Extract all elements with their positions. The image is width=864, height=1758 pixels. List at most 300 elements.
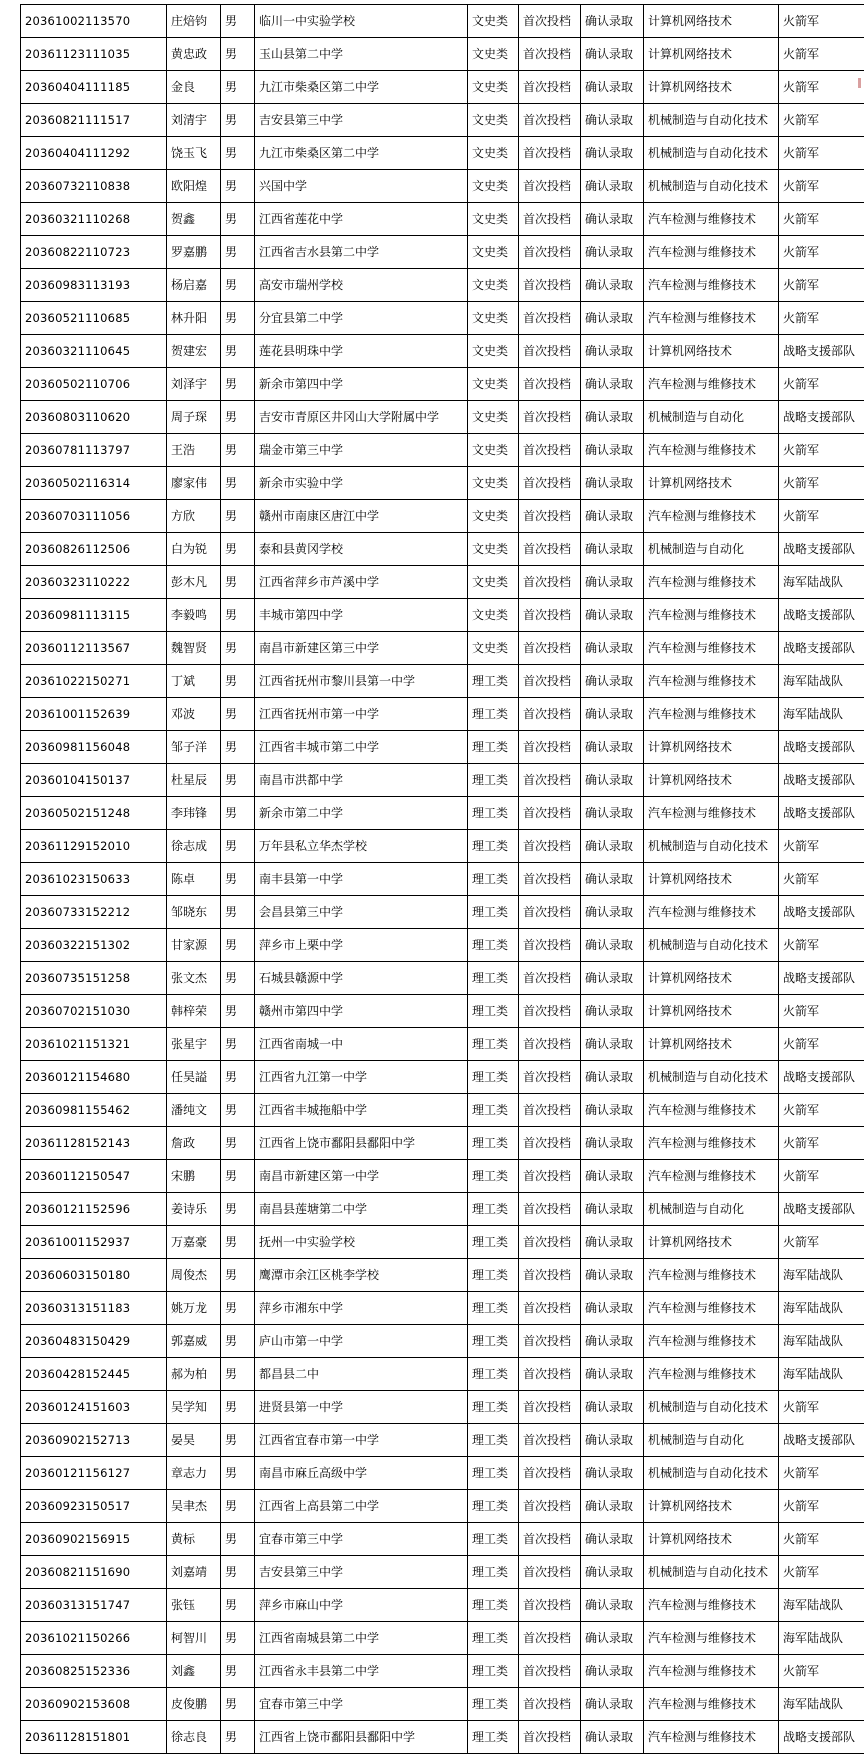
- school-cell: 江西省上高县第二中学: [255, 1490, 468, 1523]
- major-cell: 机械制造与自动化技术: [644, 170, 779, 203]
- category-cell: 理工类: [468, 1688, 519, 1721]
- status-cell: 确认录取: [581, 863, 644, 896]
- batch-cell: 首次投档: [519, 434, 581, 467]
- category-cell: 文史类: [468, 236, 519, 269]
- gender-cell: 男: [221, 269, 255, 302]
- branch-cell: 战略支援部队: [779, 896, 864, 929]
- table-row: [21, 1160, 864, 1193]
- status-cell: 确认录取: [581, 1655, 644, 1688]
- batch-cell: 首次投档: [519, 269, 581, 302]
- school-cell: 江西省永丰县第二中学: [255, 1655, 468, 1688]
- gender-cell: 男: [221, 1589, 255, 1622]
- table-row: [21, 368, 864, 401]
- category-cell: 理工类: [468, 797, 519, 830]
- status-cell: 确认录取: [581, 566, 644, 599]
- batch-cell: 首次投档: [519, 170, 581, 203]
- branch-cell: 战略支援部队: [779, 533, 864, 566]
- category-cell: 理工类: [468, 1061, 519, 1094]
- gender-cell: 男: [221, 632, 255, 665]
- gender-cell: 男: [221, 1061, 255, 1094]
- school-cell: 泰和县黄冈学校: [255, 533, 468, 566]
- batch-cell: 首次投档: [519, 368, 581, 401]
- status-cell: 确认录取: [581, 71, 644, 104]
- name-cell: 罗嘉鹏: [167, 236, 221, 269]
- gender-cell: 男: [221, 1523, 255, 1556]
- batch-cell: 首次投档: [519, 1325, 581, 1358]
- candidate-id-cell: 20360981156048: [21, 731, 167, 764]
- candidate-id-cell: 20360121156127: [21, 1457, 167, 1490]
- branch-cell: 火箭军: [779, 1523, 864, 1556]
- table-row: [21, 1061, 864, 1094]
- category-cell: 理工类: [468, 1622, 519, 1655]
- status-cell: 确认录取: [581, 236, 644, 269]
- status-cell: 确认录取: [581, 1622, 644, 1655]
- batch-cell: 首次投档: [519, 1688, 581, 1721]
- school-cell: 赣州市第四中学: [255, 995, 468, 1028]
- batch-cell: 首次投档: [519, 665, 581, 698]
- branch-cell: 火箭军: [779, 830, 864, 863]
- gender-cell: 男: [221, 38, 255, 71]
- table-row: [21, 1226, 864, 1259]
- candidate-id-cell: 20360112150547: [21, 1160, 167, 1193]
- category-cell: 文史类: [468, 170, 519, 203]
- batch-cell: 首次投档: [519, 1523, 581, 1556]
- gender-cell: 男: [221, 1391, 255, 1424]
- name-cell: 张文杰: [167, 962, 221, 995]
- table-row: [21, 632, 864, 665]
- candidate-id-cell: 20360822110723: [21, 236, 167, 269]
- major-cell: 汽车检测与维修技术: [644, 1160, 779, 1193]
- status-cell: 确认录取: [581, 797, 644, 830]
- gender-cell: 男: [221, 1028, 255, 1061]
- status-cell: 确认录取: [581, 38, 644, 71]
- table-row: [21, 203, 864, 236]
- branch-cell: 火箭军: [779, 38, 864, 71]
- major-cell: 汽车检测与维修技术: [644, 500, 779, 533]
- table-row: [21, 1193, 864, 1226]
- name-cell: 韩梓荣: [167, 995, 221, 1028]
- batch-cell: 首次投档: [519, 1391, 581, 1424]
- status-cell: 确认录取: [581, 1688, 644, 1721]
- name-cell: 柯智川: [167, 1622, 221, 1655]
- batch-cell: 首次投档: [519, 1193, 581, 1226]
- table-row: [21, 38, 864, 71]
- gender-cell: 男: [221, 203, 255, 236]
- gender-cell: 男: [221, 797, 255, 830]
- gender-cell: 男: [221, 170, 255, 203]
- branch-cell: 海军陆战队: [779, 1292, 864, 1325]
- table-row: [21, 1523, 864, 1556]
- school-cell: 江西省丰城拖船中学: [255, 1094, 468, 1127]
- major-cell: 汽车检测与维修技术: [644, 896, 779, 929]
- major-cell: 汽车检测与维修技术: [644, 665, 779, 698]
- batch-cell: 首次投档: [519, 929, 581, 962]
- name-cell: 廖家伟: [167, 467, 221, 500]
- branch-cell: 海军陆战队: [779, 1259, 864, 1292]
- candidate-id-cell: 20361023150633: [21, 863, 167, 896]
- category-cell: 理工类: [468, 1292, 519, 1325]
- major-cell: 汽车检测与维修技术: [644, 632, 779, 665]
- school-cell: 会昌县第三中学: [255, 896, 468, 929]
- name-cell: 郭嘉威: [167, 1325, 221, 1358]
- major-cell: 汽车检测与维修技术: [644, 1622, 779, 1655]
- school-cell: 宜春市第三中学: [255, 1523, 468, 1556]
- status-cell: 确认录取: [581, 698, 644, 731]
- candidate-id-cell: 20360483150429: [21, 1325, 167, 1358]
- candidate-id-cell: 20360124151603: [21, 1391, 167, 1424]
- gender-cell: 男: [221, 1655, 255, 1688]
- branch-cell: 火箭军: [779, 137, 864, 170]
- name-cell: 刘泽宇: [167, 368, 221, 401]
- category-cell: 文史类: [468, 335, 519, 368]
- school-cell: 进贤县第一中学: [255, 1391, 468, 1424]
- status-cell: 确认录取: [581, 764, 644, 797]
- branch-cell: 火箭军: [779, 929, 864, 962]
- name-cell: 晏昊: [167, 1424, 221, 1457]
- branch-cell: 火箭军: [779, 1127, 864, 1160]
- category-cell: 文史类: [468, 5, 519, 38]
- branch-cell: 火箭军: [779, 1457, 864, 1490]
- category-cell: 文史类: [468, 104, 519, 137]
- category-cell: 文史类: [468, 434, 519, 467]
- category-cell: 文史类: [468, 38, 519, 71]
- candidate-id-cell: 20361129152010: [21, 830, 167, 863]
- status-cell: 确认录取: [581, 1028, 644, 1061]
- school-cell: 都昌县二中: [255, 1358, 468, 1391]
- status-cell: 确认录取: [581, 500, 644, 533]
- gender-cell: 男: [221, 434, 255, 467]
- major-cell: 汽车检测与维修技术: [644, 236, 779, 269]
- candidate-id-cell: 20360702151030: [21, 995, 167, 1028]
- major-cell: 汽车检测与维修技术: [644, 1589, 779, 1622]
- major-cell: 机械制造与自动化技术: [644, 137, 779, 170]
- table-row: [21, 1292, 864, 1325]
- status-cell: 确认录取: [581, 599, 644, 632]
- batch-cell: 首次投档: [519, 1358, 581, 1391]
- branch-cell: 海军陆战队: [779, 698, 864, 731]
- name-cell: 欧阳煌: [167, 170, 221, 203]
- candidate-id-cell: 20360121152596: [21, 1193, 167, 1226]
- branch-cell: 海军陆战队: [779, 1688, 864, 1721]
- branch-cell: 火箭军: [779, 170, 864, 203]
- status-cell: 确认录取: [581, 1391, 644, 1424]
- name-cell: 黄标: [167, 1523, 221, 1556]
- name-cell: 郝为柏: [167, 1358, 221, 1391]
- school-cell: 南昌市新建区第一中学: [255, 1160, 468, 1193]
- major-cell: 汽车检测与维修技术: [644, 698, 779, 731]
- gender-cell: 男: [221, 1094, 255, 1127]
- school-cell: 江西省吉水县第二中学: [255, 236, 468, 269]
- branch-cell: 海军陆战队: [779, 1622, 864, 1655]
- name-cell: 邓波: [167, 698, 221, 731]
- category-cell: 理工类: [468, 1490, 519, 1523]
- major-cell: 机械制造与自动化: [644, 401, 779, 434]
- candidate-id-cell: 20360323110222: [21, 566, 167, 599]
- category-cell: 理工类: [468, 1028, 519, 1061]
- name-cell: 李玮锋: [167, 797, 221, 830]
- school-cell: 江西省抚州市第一中学: [255, 698, 468, 731]
- category-cell: 理工类: [468, 995, 519, 1028]
- branch-cell: 火箭军: [779, 1094, 864, 1127]
- status-cell: 确认录取: [581, 632, 644, 665]
- table-row: [21, 1094, 864, 1127]
- major-cell: 汽车检测与维修技术: [644, 434, 779, 467]
- major-cell: 汽车检测与维修技术: [644, 1688, 779, 1721]
- batch-cell: 首次投档: [519, 1094, 581, 1127]
- gender-cell: 男: [221, 665, 255, 698]
- gender-cell: 男: [221, 896, 255, 929]
- table-row: [21, 764, 864, 797]
- major-cell: 汽车检测与维修技术: [644, 1358, 779, 1391]
- batch-cell: 首次投档: [519, 1721, 581, 1754]
- candidate-id-cell: 20361002113570: [21, 5, 167, 38]
- candidate-id-cell: 20360321110268: [21, 203, 167, 236]
- category-cell: 文史类: [468, 71, 519, 104]
- candidate-id-cell: 20361128151801: [21, 1721, 167, 1754]
- school-cell: 江西省上饶市鄱阳县鄱阳中学: [255, 1127, 468, 1160]
- name-cell: 丁斌: [167, 665, 221, 698]
- major-cell: 计算机网络技术: [644, 1523, 779, 1556]
- branch-cell: 战略支援部队: [779, 962, 864, 995]
- category-cell: 理工类: [468, 1457, 519, 1490]
- table-row: [21, 566, 864, 599]
- table-row: [21, 863, 864, 896]
- table-row: [21, 1457, 864, 1490]
- major-cell: 机械制造与自动化技术: [644, 1391, 779, 1424]
- school-cell: 南丰县第一中学: [255, 863, 468, 896]
- school-cell: 萍乡市上栗中学: [255, 929, 468, 962]
- gender-cell: 男: [221, 401, 255, 434]
- name-cell: 姜诗乐: [167, 1193, 221, 1226]
- candidate-id-cell: 20360313151747: [21, 1589, 167, 1622]
- category-cell: 理工类: [468, 731, 519, 764]
- batch-cell: 首次投档: [519, 1490, 581, 1523]
- gender-cell: 男: [221, 5, 255, 38]
- batch-cell: 首次投档: [519, 764, 581, 797]
- candidate-id-cell: 20360826112506: [21, 533, 167, 566]
- name-cell: 林升阳: [167, 302, 221, 335]
- branch-cell: 海军陆战队: [779, 1358, 864, 1391]
- major-cell: 计算机网络技术: [644, 5, 779, 38]
- gender-cell: 男: [221, 1721, 255, 1754]
- name-cell: 刘清宇: [167, 104, 221, 137]
- branch-cell: 火箭军: [779, 1391, 864, 1424]
- gender-cell: 男: [221, 962, 255, 995]
- school-cell: 瑞金市第三中学: [255, 434, 468, 467]
- table-row: [21, 1556, 864, 1589]
- batch-cell: 首次投档: [519, 599, 581, 632]
- major-cell: 汽车检测与维修技术: [644, 1325, 779, 1358]
- table-row: [21, 1358, 864, 1391]
- branch-cell: 火箭军: [779, 500, 864, 533]
- school-cell: 兴国中学: [255, 170, 468, 203]
- gender-cell: 男: [221, 71, 255, 104]
- candidate-id-cell: 20361021150266: [21, 1622, 167, 1655]
- batch-cell: 首次投档: [519, 896, 581, 929]
- branch-cell: 火箭军: [779, 71, 864, 104]
- major-cell: 汽车检测与维修技术: [644, 302, 779, 335]
- branch-cell: 火箭军: [779, 368, 864, 401]
- gender-cell: 男: [221, 995, 255, 1028]
- category-cell: 理工类: [468, 698, 519, 731]
- table-row: [21, 1721, 864, 1754]
- status-cell: 确认录取: [581, 467, 644, 500]
- page-edge-mark: [858, 78, 861, 88]
- table-row: [21, 731, 864, 764]
- branch-cell: 火箭军: [779, 995, 864, 1028]
- candidate-id-cell: 20360781113797: [21, 434, 167, 467]
- table-row: [21, 1688, 864, 1721]
- batch-cell: 首次投档: [519, 1259, 581, 1292]
- major-cell: 机械制造与自动化技术: [644, 830, 779, 863]
- batch-cell: 首次投档: [519, 203, 581, 236]
- gender-cell: 男: [221, 1490, 255, 1523]
- candidate-id-cell: 20360821151690: [21, 1556, 167, 1589]
- branch-cell: 火箭军: [779, 104, 864, 137]
- table-row: [21, 797, 864, 830]
- branch-cell: 战略支援部队: [779, 764, 864, 797]
- school-cell: 分宜县第二中学: [255, 302, 468, 335]
- category-cell: 理工类: [468, 962, 519, 995]
- status-cell: 确认录取: [581, 1127, 644, 1160]
- gender-cell: 男: [221, 137, 255, 170]
- candidate-id-cell: 20360821111517: [21, 104, 167, 137]
- table-row: [21, 302, 864, 335]
- school-cell: 南昌县莲塘第二中学: [255, 1193, 468, 1226]
- table-row: [21, 995, 864, 1028]
- status-cell: 确认录取: [581, 1160, 644, 1193]
- major-cell: 机械制造与自动化技术: [644, 1556, 779, 1589]
- branch-cell: 海军陆战队: [779, 1325, 864, 1358]
- batch-cell: 首次投档: [519, 302, 581, 335]
- name-cell: 吴聿杰: [167, 1490, 221, 1523]
- batch-cell: 首次投档: [519, 1160, 581, 1193]
- gender-cell: 男: [221, 533, 255, 566]
- candidate-id-cell: 20361021151321: [21, 1028, 167, 1061]
- gender-cell: 男: [221, 929, 255, 962]
- category-cell: 理工类: [468, 929, 519, 962]
- category-cell: 理工类: [468, 1589, 519, 1622]
- school-cell: 萍乡市湘东中学: [255, 1292, 468, 1325]
- candidate-id-cell: 20360521110685: [21, 302, 167, 335]
- branch-cell: 战略支援部队: [779, 731, 864, 764]
- major-cell: 汽车检测与维修技术: [644, 1127, 779, 1160]
- school-cell: 抚州一中实验学校: [255, 1226, 468, 1259]
- category-cell: 文史类: [468, 203, 519, 236]
- table-row: [21, 929, 864, 962]
- branch-cell: 海军陆战队: [779, 1589, 864, 1622]
- status-cell: 确认录取: [581, 1556, 644, 1589]
- school-cell: 江西省上饶市鄱阳县鄱阳中学: [255, 1721, 468, 1754]
- gender-cell: 男: [221, 1688, 255, 1721]
- school-cell: 玉山县第二中学: [255, 38, 468, 71]
- candidate-id-cell: 20360981155462: [21, 1094, 167, 1127]
- school-cell: 宜春市第三中学: [255, 1688, 468, 1721]
- name-cell: 詹政: [167, 1127, 221, 1160]
- branch-cell: 战略支援部队: [779, 335, 864, 368]
- major-cell: 汽车检测与维修技术: [644, 566, 779, 599]
- batch-cell: 首次投档: [519, 1292, 581, 1325]
- candidate-id-cell: 20360112113567: [21, 632, 167, 665]
- batch-cell: 首次投档: [519, 1424, 581, 1457]
- status-cell: 确认录取: [581, 104, 644, 137]
- batch-cell: 首次投档: [519, 71, 581, 104]
- school-cell: 新余市实验中学: [255, 467, 468, 500]
- category-cell: 理工类: [468, 1655, 519, 1688]
- name-cell: 杜星辰: [167, 764, 221, 797]
- school-cell: 临川一中实验学校: [255, 5, 468, 38]
- major-cell: 机械制造与自动化技术: [644, 104, 779, 137]
- table-row: [21, 1589, 864, 1622]
- school-cell: 江西省九江第一中学: [255, 1061, 468, 1094]
- name-cell: 甘家源: [167, 929, 221, 962]
- major-cell: 汽车检测与维修技术: [644, 1655, 779, 1688]
- gender-cell: 男: [221, 104, 255, 137]
- table-row: [21, 665, 864, 698]
- table-row: [21, 71, 864, 104]
- candidate-id-cell: 20360502116314: [21, 467, 167, 500]
- school-cell: 丰城市第四中学: [255, 599, 468, 632]
- name-cell: 任昊謚: [167, 1061, 221, 1094]
- major-cell: 计算机网络技术: [644, 863, 779, 896]
- school-cell: 石城县赣源中学: [255, 962, 468, 995]
- gender-cell: 男: [221, 467, 255, 500]
- branch-cell: 战略支援部队: [779, 1061, 864, 1094]
- candidate-id-cell: 20360733152212: [21, 896, 167, 929]
- branch-cell: 海军陆战队: [779, 566, 864, 599]
- candidate-id-cell: 20360825152336: [21, 1655, 167, 1688]
- school-cell: 九江市柴桑区第二中学: [255, 71, 468, 104]
- gender-cell: 男: [221, 335, 255, 368]
- table-row: [21, 962, 864, 995]
- table-row: [21, 1655, 864, 1688]
- candidate-id-cell: 20360902156915: [21, 1523, 167, 1556]
- gender-cell: 男: [221, 863, 255, 896]
- branch-cell: 火箭军: [779, 434, 864, 467]
- candidate-id-cell: 20360104150137: [21, 764, 167, 797]
- branch-cell: 战略支援部队: [779, 797, 864, 830]
- category-cell: 理工类: [468, 1127, 519, 1160]
- status-cell: 确认录取: [581, 5, 644, 38]
- table-row: [21, 500, 864, 533]
- branch-cell: 火箭军: [779, 1490, 864, 1523]
- name-cell: 宋鹏: [167, 1160, 221, 1193]
- batch-cell: 首次投档: [519, 335, 581, 368]
- batch-cell: 首次投档: [519, 401, 581, 434]
- status-cell: 确认录取: [581, 137, 644, 170]
- status-cell: 确认录取: [581, 1589, 644, 1622]
- school-cell: 吉安市青原区井冈山大学附属中学: [255, 401, 468, 434]
- table-row: [21, 269, 864, 302]
- gender-cell: 男: [221, 731, 255, 764]
- gender-cell: 男: [221, 764, 255, 797]
- category-cell: 文史类: [468, 269, 519, 302]
- status-cell: 确认录取: [581, 335, 644, 368]
- table-row: [21, 1028, 864, 1061]
- name-cell: 徐志良: [167, 1721, 221, 1754]
- gender-cell: 男: [221, 1424, 255, 1457]
- batch-cell: 首次投档: [519, 236, 581, 269]
- batch-cell: 首次投档: [519, 1556, 581, 1589]
- major-cell: 汽车检测与维修技术: [644, 599, 779, 632]
- table-row: [21, 533, 864, 566]
- table-row: [21, 1325, 864, 1358]
- branch-cell: 战略支援部队: [779, 632, 864, 665]
- admission-table-body: [21, 5, 864, 1754]
- batch-cell: 首次投档: [519, 104, 581, 137]
- name-cell: 张星宇: [167, 1028, 221, 1061]
- gender-cell: 男: [221, 599, 255, 632]
